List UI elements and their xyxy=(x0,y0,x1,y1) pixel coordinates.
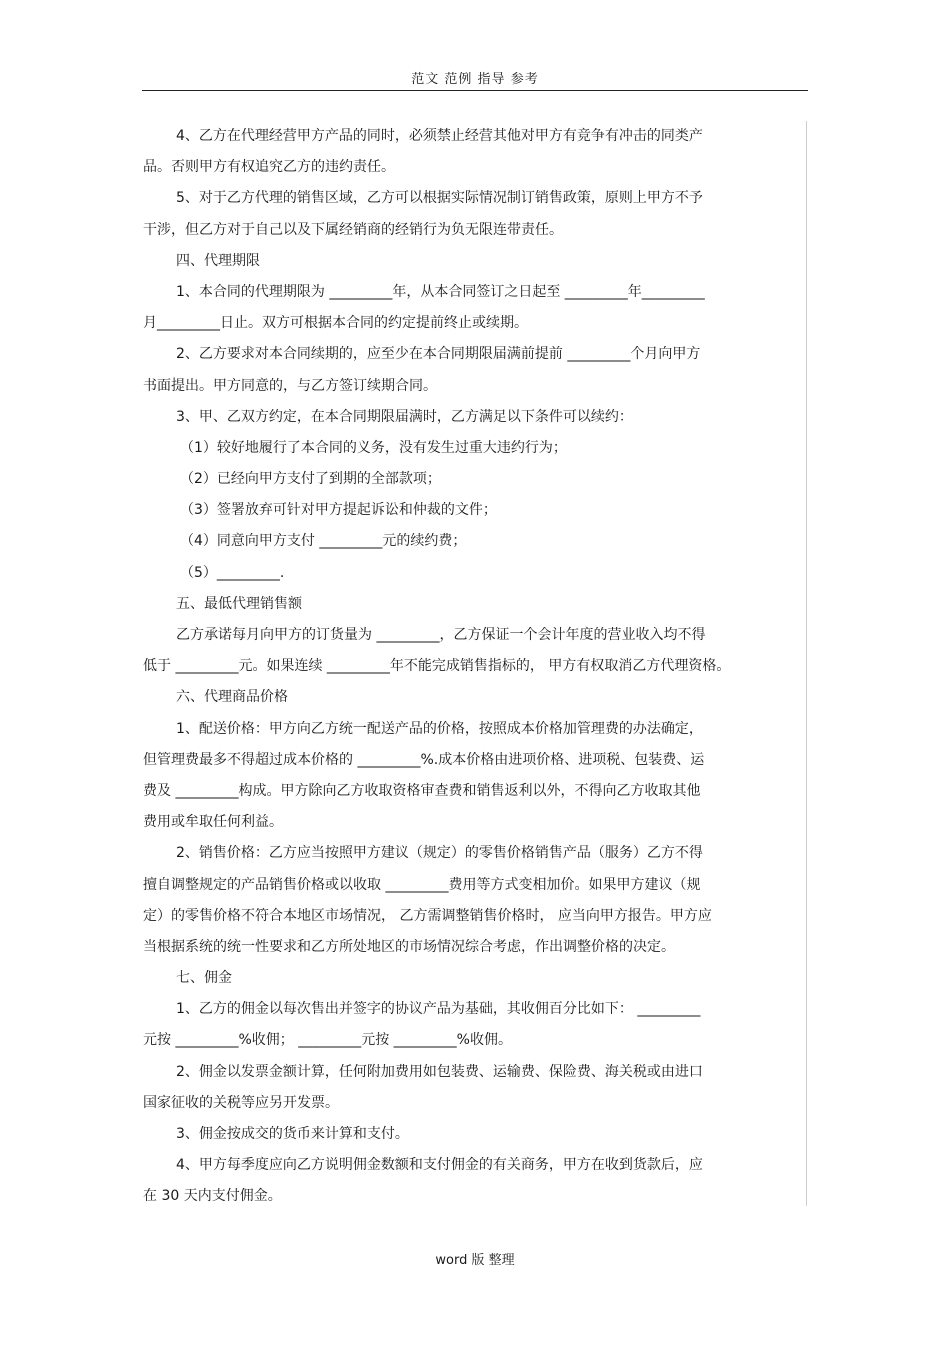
list-item: （5）_________. xyxy=(180,564,285,581)
text-line: 2、佣金以发票金额计算，任何附加费用如包装费、运输费、保险费、海关税或由进口 xyxy=(176,1063,703,1080)
header-divider xyxy=(142,90,808,91)
section-heading: 六、代理商品价格 xyxy=(176,689,288,706)
text-line: 2、乙方要求对本合同续期的，应至少在本合同期限届满前提前 _________个月向甲方 xyxy=(176,346,701,363)
text-line: 乙方承诺每月向甲方的订货量为 _________，乙方保证一个会计年度的营业收入均不得 xyxy=(176,627,706,643)
section-heading: 四、代理期限 xyxy=(176,252,260,269)
text-line: 5、对于乙方代理的销售区域，乙方可以根据实际情况制订销售政策，原则上甲方不予 xyxy=(176,190,703,207)
text-line: 4、甲方每季度应向乙方说明佣金数额和支付佣金的有关商务，甲方在收到货款后，应 xyxy=(176,1157,703,1174)
text-line: 1、乙方的佣金以每次售出并签字的协议产品为基础，其收佣百分比如下： _________ xyxy=(176,1001,701,1018)
text-line: 4、乙方在代理经营甲方产品的同时，必须禁止经营其他对甲方有竞争有冲击的同类产 xyxy=(176,128,703,144)
text-line: 3、甲、乙双方约定，在本合同期限届满时，乙方满足以下条件可以续约： xyxy=(176,408,633,425)
text-line: 但管理费最多不得超过成本价格的 _________%.成本价格由进项价格、进项税、包装费、运 xyxy=(143,751,705,768)
text-line: 干涉，但乙方对于自己以及下属经销商的经销行为负无限连带责任。 xyxy=(143,221,563,238)
list-item: （2）已经向甲方支付了到期的全部款项； xyxy=(180,471,441,488)
text-line: 定）的零售价格不符合本地区市场情况， 乙方需调整销售价格时， 应当向甲方报告。甲方应 xyxy=(143,907,712,924)
page-header: 范文 范例 指导 参考 xyxy=(411,72,539,87)
text-line: 月_________日止。双方可根据本合同的约定提前终止或续期。 xyxy=(143,315,528,332)
text-line: 低于 _________元。如果连续 _________年不能完成销售指标的， 甲方有权取消乙方代理资格。 xyxy=(143,658,731,675)
text-line: 元按 _________%收佣； _________元按 _________%收佣。 xyxy=(143,1032,512,1049)
list-item: （1）较好地履行了本合同的义务，没有发生过重大违约行为； xyxy=(180,439,567,456)
text-line: 书面提出。甲方同意的，与乙方签订续期合同。 xyxy=(143,377,437,394)
text-line: 费及 _________构成。甲方除向乙方收取资格审查费和销售返利以外，不得向乙方收取其他 xyxy=(143,782,701,799)
text-line: 在 30 天内支付佣金。 xyxy=(143,1188,282,1205)
text-line: 1、本合同的代理期限为 _________年，从本合同签订之日起至 _________年_________ xyxy=(176,283,705,300)
text-line: 2、销售价格：乙方应当按照甲方建议（规定）的零售价格销售产品（服务）乙方不得 xyxy=(176,845,703,862)
text-line: 费用或牟取任何利益。 xyxy=(143,814,283,831)
text-line: 国家征收的关税等应另开发票。 xyxy=(143,1094,339,1111)
section-heading: 五、最低代理销售额 xyxy=(176,595,302,612)
text-line: 品。否则甲方有权追究乙方的违约责任。 xyxy=(143,159,395,176)
text-line: 当根据系统的统一性要求和乙方所处地区的市场情况综合考虑，作出调整价格的决定。 xyxy=(143,938,675,955)
text-line: 1、配送价格：甲方向乙方统一配送产品的价格，按照成本价格加管理费的办法确定， xyxy=(176,720,703,737)
page-footer: word 版 整理 xyxy=(435,1253,515,1268)
text-line: 擅自调整规定的产品销售价格或以收取 _________费用等方式变相加价。如果甲方建议（规 xyxy=(143,876,701,893)
contract-body xyxy=(143,121,801,1213)
list-item: （3）签署放弃可针对甲方提起诉讼和仲裁的文件； xyxy=(180,502,497,519)
list-item: （4）同意向甲方支付 _________元的续约费； xyxy=(180,533,467,550)
section-heading: 七、佣金 xyxy=(176,970,232,987)
right-border xyxy=(806,121,807,1206)
text-line: 3、佣金按成交的货币来计算和支付。 xyxy=(176,1126,409,1142)
